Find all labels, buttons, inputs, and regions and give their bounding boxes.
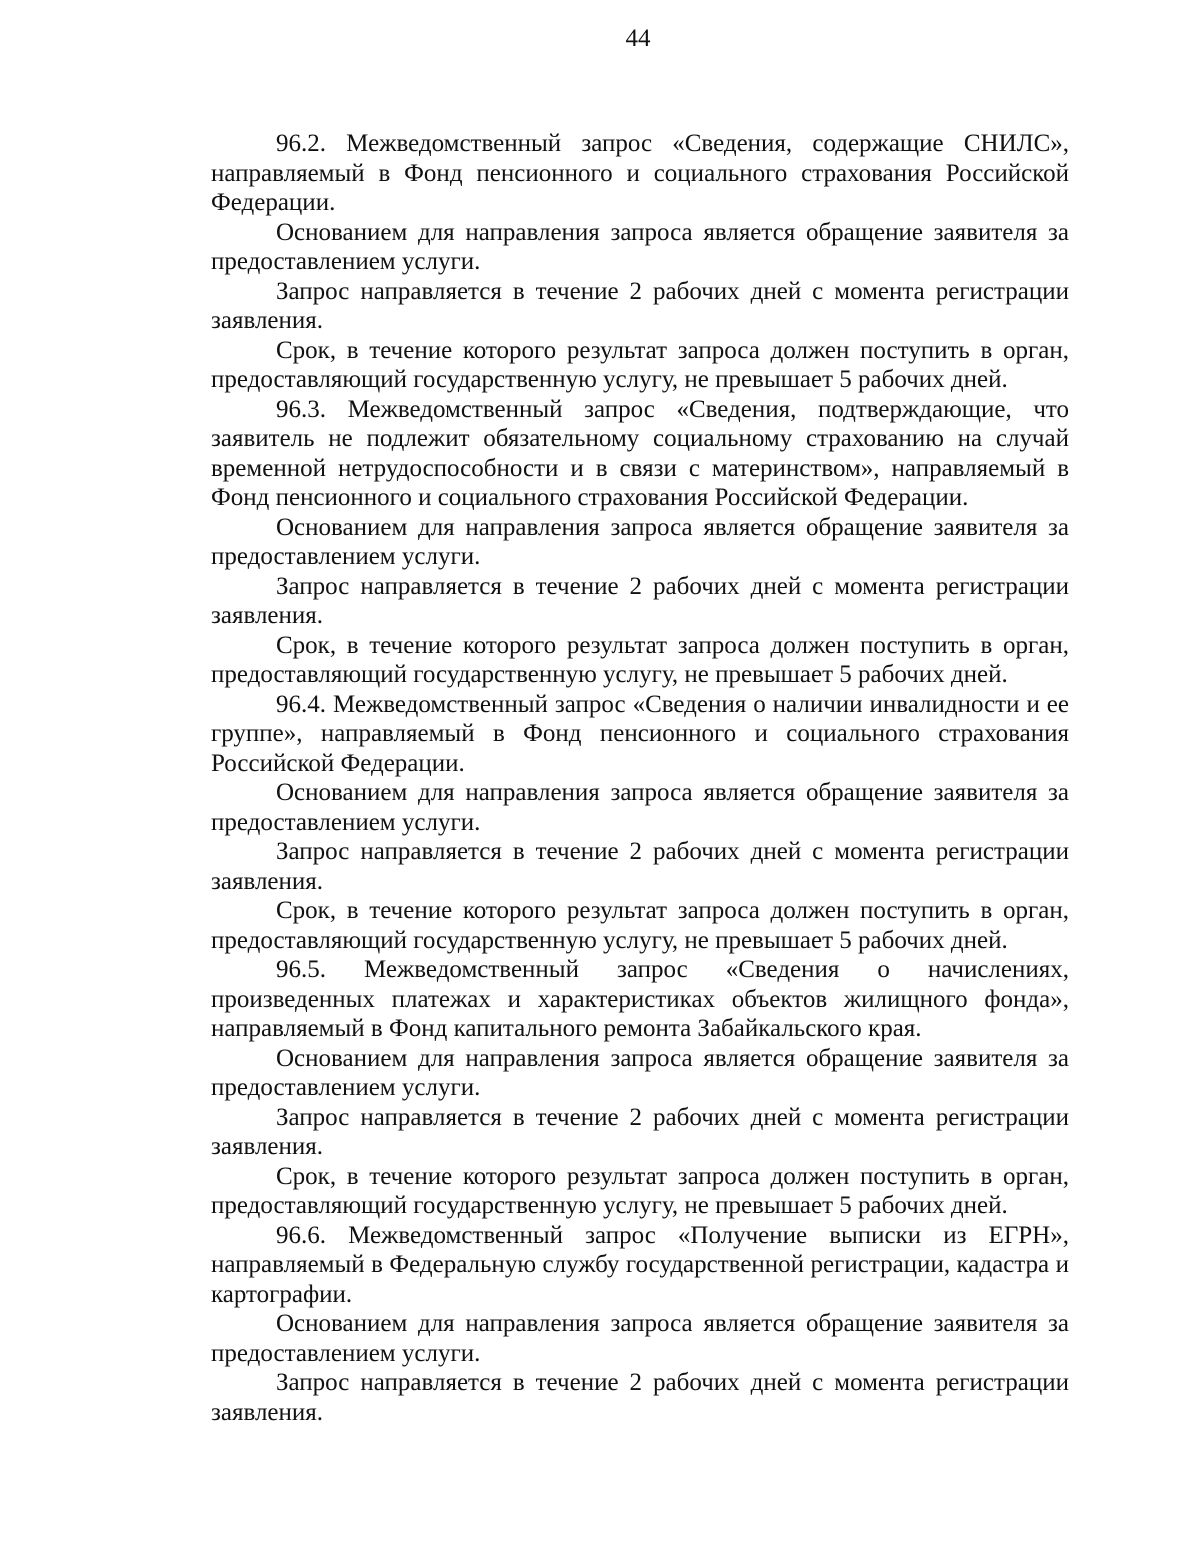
paragraph-96-5: 96.5. Межведомственный запрос «Сведения о начислениях, произведенных платежах и характеристиках объектов жилищного фонда», направляемый в Фонд капитального ремонта Забайкальского края. bbox=[211, 956, 1069, 1042]
paragraph-response-deadline: Срок, в течение которого результат запроса должен поступить в орган, предоставляющий государственную услугу, не превышает 5 рабочих дней. bbox=[211, 631, 1069, 688]
paragraph-response-deadline: Срок, в течение которого результат запроса должен поступить в орган, предоставляющий государственную услугу, не превышает 5 рабочих дней. bbox=[211, 897, 1069, 954]
paragraph-basis: Основанием для направления запроса является обращение заявителя за предоставлением услуги. bbox=[211, 218, 1069, 275]
paragraph-basis: Основанием для направления запроса является обращение заявителя за предоставлением услуги. bbox=[211, 1310, 1069, 1367]
paragraph-response-deadline: Срок, в течение которого результат запроса должен поступить в орган, предоставляющий государственную услугу, не превышает 5 рабочих дней. bbox=[211, 1162, 1069, 1219]
paragraph-request-timing: Запрос направляется в течение 2 рабочих дней с момента регистрации заявления. bbox=[211, 1369, 1069, 1426]
paragraph-96-3: 96.3. Межведомственный запрос «Сведения, подтверждающие, что заявитель не подлежит обязательному социальному страхованию на случай временной нетрудоспособности и в связи с материнством», направляемый в Фонд пенсионного и социального страхования Российской Федерации. bbox=[211, 395, 1069, 511]
paragraph-request-timing: Запрос направляется в течение 2 рабочих дней с момента регистрации заявления. bbox=[211, 572, 1069, 629]
paragraph-response-deadline: Срок, в течение которого результат запроса должен поступить в орган, предоставляющий государственную услугу, не превышает 5 рабочих дней. bbox=[211, 336, 1069, 393]
paragraph-request-timing: Запрос направляется в течение 2 рабочих дней с момента регистрации заявления. bbox=[211, 1103, 1069, 1160]
paragraph-96-6: 96.6. Межведомственный запрос «Получение выписки из ЕГРН», направляемый в Федеральную службу государственной регистрации, кадастра и картографии. bbox=[211, 1221, 1069, 1308]
paragraph-basis: Основанием для направления запроса является обращение заявителя за предоставлением услуги. bbox=[211, 513, 1069, 570]
paragraph-request-timing: Запрос направляется в течение 2 рабочих дней с момента регистрации заявления. bbox=[211, 277, 1069, 334]
paragraph-96-2: 96.2. Межведомственный запрос «Сведения, содержащие СНИЛС», направляемый в Фонд пенсионного и социального страхования Российской Федерации. bbox=[211, 130, 1069, 216]
paragraph-request-timing: Запрос направляется в течение 2 рабочих дней с момента регистрации заявления. bbox=[211, 838, 1069, 895]
page-number: 44 bbox=[625, 25, 651, 52]
paragraph-96-4: 96.4. Межведомственный запрос «Сведения о наличии инвалидности и ее группе», направляемый в Фонд пенсионного и социального страхования Российской Федерации. bbox=[211, 690, 1069, 777]
paragraph-basis: Основанием для направления запроса является обращение заявителя за предоставлением услуги. bbox=[211, 779, 1069, 836]
document-body bbox=[211, 129, 1069, 1427]
paragraph-basis: Основанием для направления запроса является обращение заявителя за предоставлением услуги. bbox=[211, 1044, 1069, 1101]
